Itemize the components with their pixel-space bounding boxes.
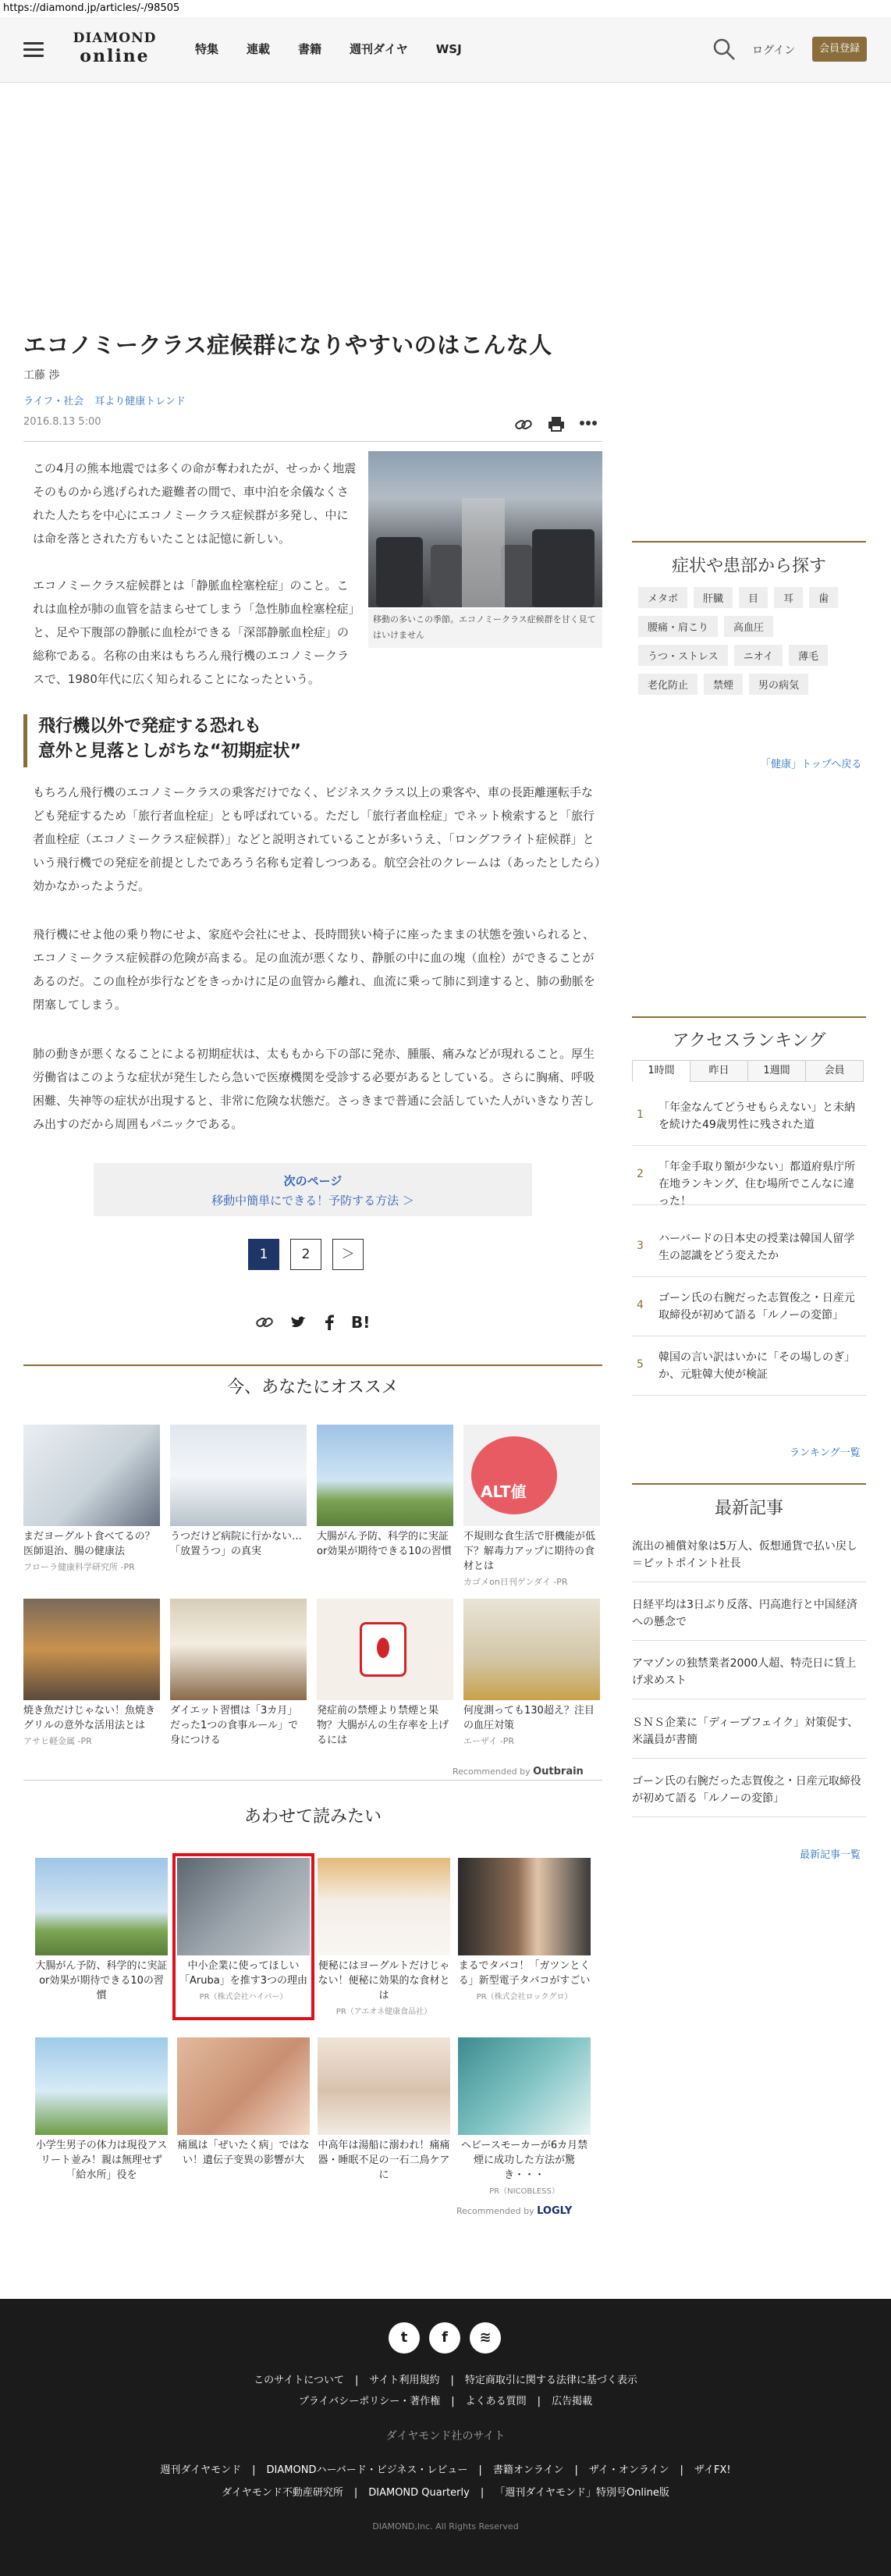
rank-text: 「年金手取り額が少ない」都道府県庁所在地ランキング、住む場所でこんなに違った！ <box>658 1161 855 1208</box>
facebook-icon[interactable] <box>325 1315 334 1330</box>
outbrain-credit[interactable] <box>453 1766 584 1777</box>
photo-caption: 移動の多いこの季節。エコノミークラス症候群を甘く見てはいけません <box>368 609 602 648</box>
footer-link[interactable]: ダイヤモンド不動産研究所 <box>222 2487 343 2499</box>
heading-line2: 意外と見落としがちな“初期症状” <box>38 742 301 761</box>
footer-links-1: このサイトについて | サイト利用規約 | 特定商取引に関する法律に基づく表示 <box>254 2375 637 2386</box>
recommend-image <box>170 1425 307 1526</box>
recommend-title: 今、あなたにオススメ <box>227 1378 399 1397</box>
recommend-image <box>170 1599 307 1700</box>
recommend-image <box>23 1599 160 1700</box>
related-image <box>458 2037 591 2135</box>
rss-icon[interactable]: ≋ <box>470 2322 501 2354</box>
logo-line1: DIAMOND <box>73 30 157 46</box>
recommend-card[interactable] <box>23 1599 160 1747</box>
ranking-item[interactable] <box>632 1344 866 1396</box>
category-link[interactable]: ライフ・社会 <box>23 396 84 407</box>
outbrain-logo: Outbrain <box>533 1766 584 1777</box>
rank-text: 「年金なんてどうせもらえない」と未納を続けた49歳男性に残された道 <box>658 1101 855 1131</box>
site-logo[interactable] <box>72 30 158 70</box>
nav-item[interactable]: 連載 <box>247 42 271 56</box>
nav-item[interactable]: 週刊ダイヤ <box>350 42 408 56</box>
recommend-card[interactable] <box>170 1425 307 1560</box>
related-image <box>177 2037 310 2135</box>
divider <box>23 1364 602 1366</box>
symptom-tag[interactable]: 薄毛 <box>789 645 828 666</box>
site-header <box>0 17 891 83</box>
related-image <box>318 2037 450 2135</box>
tab-member[interactable]: 会員 <box>805 1060 864 1082</box>
tab-1hour[interactable]: 1時間 <box>632 1060 690 1082</box>
footer-links-4: ダイヤモンド不動産研究所 | DIAMOND Quarterly | 「週刊ダイヤモンド」特別号Online版 <box>222 2487 669 2499</box>
recommend-text: うつだけど病院に行かない…「放置うつ」の真実 <box>170 1531 303 1557</box>
symptom-tag[interactable]: 高血圧 <box>724 616 773 637</box>
footer-link[interactable]: ザイ・オンライン <box>588 2464 669 2476</box>
symptom-tag[interactable]: 歯 <box>809 587 838 608</box>
recommend-text: 発症前の禁煙より禁煙と果物？大腸がんの生存率を上げるには <box>317 1705 449 1746</box>
recommend-source: カゴメon日刊ゲンダイ -PR <box>463 1577 568 1587</box>
related-source: PR（アエオネ健康食品社） <box>335 2008 432 2016</box>
news-item[interactable]: 流出の補償対象は5万人、仮想通貨で払い戻し＝ビットポイント社長 <box>632 1538 866 1582</box>
paragraph: 肺の動きが悪くなることによる初期症状は、太ももから下の部に発赤、腫脹、痛みなどが現れること。厚生労働省はこのような症状が発生したら急いで医療機関を受診する必要があるとしている。さらに胸痛、呼吸困難、失神等の症状が出現すると、非常に危険な状態だ。さっきまで普通に会話していた人がいきなり苦しみ出すのだから周囲もパニックである。 <box>33 1047 595 1131</box>
related-text: 小学生男子の体力は現役アスリート並み！親は無理せず「給水所」役を <box>35 2140 168 2181</box>
sidebar-divider <box>632 1483 866 1485</box>
symptom-tag[interactable]: うつ・ストレス <box>638 645 728 666</box>
recommend-text: 焼き魚だけじゃない！魚焼きグリルの意外な活用法とは <box>23 1705 156 1731</box>
article-photo <box>368 451 602 607</box>
footer-link[interactable]: よくある質問 <box>465 2396 527 2407</box>
page-next[interactable]: ＞ <box>332 1239 364 1270</box>
divider <box>23 441 602 442</box>
related-text: ヘビースモーカーが6カ月禁煙に成功した方法が驚き・・・ <box>460 2140 588 2181</box>
pagination <box>248 1239 375 1270</box>
paragraph: もちろん飛行機のエコノミークラスの乗客だけでなく、ビジネスクラス以上の乗客や、車の長距離運転手なども発症するため「旅行者血栓症」とも呼ばれている。ただし「旅行者血栓症」でネット検索すると「旅行者血栓症（エコノミークラス症候群）」などと説明されていることが多いうえ、「ロングフライト症候群」という飛行機での発症を前提としたであろう名称も定着しつつある。航空会社のクレームは（あったとしたら）効かなかったようだ。 <box>33 785 601 893</box>
symptom-tag[interactable]: 耳 <box>774 587 803 608</box>
highlight-box <box>172 1853 314 2020</box>
site-footer <box>0 2299 891 2576</box>
related-source: PR（株式会社ハイパー） <box>199 1993 288 2001</box>
symptom-tag[interactable]: 肝臓 <box>694 587 733 608</box>
section-heading <box>23 714 602 767</box>
recommend-card[interactable] <box>170 1599 307 1749</box>
recommend-card[interactable] <box>463 1425 600 1588</box>
article-title: エコノミークラス症候群になりやすいのはこんな人 <box>23 332 552 358</box>
next-page-box[interactable] <box>94 1163 532 1216</box>
rank-text: 韓国の言い訳はいかに「その場しのぎ」か、元駐韓大使が検証 <box>658 1351 855 1381</box>
rank-number: 2 <box>637 1168 644 1180</box>
related-text: 便秘にはヨーグルトだけじゃない！便秘に効果的な食材とは <box>318 1960 450 2001</box>
page-1[interactable]: 1 <box>248 1239 279 1270</box>
symptom-tag[interactable]: メタボ <box>638 587 687 608</box>
symptom-tag[interactable]: 腰痛・肩こり <box>638 616 718 637</box>
rank-number: 3 <box>637 1240 644 1252</box>
related-card[interactable] <box>35 2037 168 2184</box>
share-bar <box>256 1311 387 1335</box>
main-nav <box>195 41 490 57</box>
recommend-image <box>317 1599 453 1700</box>
ad-space <box>0 83 891 317</box>
related-source: PR（NICOBLESS） <box>489 2187 559 2196</box>
facebook-icon[interactable]: f <box>429 2322 460 2354</box>
recommend-text: 不規則な食生活で肝機能が低下？解毒力アップに期待の食材とは <box>463 1531 596 1572</box>
symptom-title: 症状や患部から探す <box>671 557 826 576</box>
recommend-source: フローラ健康科学研究所 -PR <box>23 1562 135 1572</box>
alt-badge: ALT値 <box>481 1482 527 1501</box>
author-name[interactable]: 工藤 渉 <box>23 369 60 382</box>
twitter-icon[interactable] <box>290 1315 307 1330</box>
footer-link[interactable]: DIAMOND Quarterly <box>368 2487 470 2499</box>
related-image <box>35 2037 168 2135</box>
footer-links-3: 週刊ダイヤモンド | DIAMONDハーバード・ビジネス・レビュー | 書籍オンライン | ザイ・オンライン | ザイFX! <box>160 2464 731 2476</box>
nav-item[interactable]: 書籍 <box>298 42 322 56</box>
footer-links-2: プライバシーポリシー・著作権 | よくある質問 | 広告掲載 <box>298 2396 593 2407</box>
logo-line2: online <box>80 46 150 66</box>
related-card[interactable] <box>177 2037 310 2169</box>
related-text: 大腸がん予防、科学的に実証or効果が期待できる10の習慣 <box>35 1960 168 2001</box>
related-title: あわせて読みたい <box>243 1807 382 1827</box>
recommended-by: Recommended by <box>456 2206 534 2216</box>
login-link[interactable]: ログイン <box>752 44 796 57</box>
nav-item[interactable]: WSJ <box>435 42 462 56</box>
copyright: DIAMOND,Inc. All Rights Reserved <box>372 2521 519 2532</box>
news-item[interactable]: ゴーン氏の右腕だった志賀俊之・日産元取締役が初めて語る「ルノーの変節」 <box>632 1773 866 1817</box>
recommend-text: 大腸がん予防、科学的に実証or効果が期待できる10の習慣 <box>317 1531 452 1557</box>
news-item[interactable]: アマゾンの独禁業者2000人超、特売日に賃上げ求めスト <box>632 1655 866 1699</box>
related-image <box>458 1858 591 1955</box>
category-link[interactable]: 耳より健康トレンド <box>94 396 186 407</box>
next-page-label: 次のページ <box>283 1174 343 1188</box>
recommend-image <box>463 1425 600 1526</box>
recommend-text: 何度測っても130超え？注目の血圧対策 <box>463 1705 595 1731</box>
footer-link[interactable]: 「週刊ダイヤモンド」特別号Online版 <box>495 2487 669 2499</box>
footer-link[interactable]: 週刊ダイヤモンド <box>160 2464 242 2476</box>
footer-link[interactable]: プライバシーポリシー・著作権 <box>298 2396 441 2407</box>
sidebar-divider <box>632 541 866 543</box>
rank-number: 4 <box>637 1299 644 1311</box>
sidebar-divider <box>632 1016 866 1018</box>
footer-link[interactable]: DIAMONDハーバード・ビジネス・レビュー <box>266 2464 468 2476</box>
footer-link[interactable]: 特定商取引に関する法律に基づく表示 <box>464 2375 637 2386</box>
symptom-tag[interactable]: ニオイ <box>734 645 783 666</box>
heading-line1: 飛行機以外で発症する恐れも <box>38 717 262 736</box>
symptom-tag[interactable]: 禁煙 <box>704 674 743 695</box>
related-text: まるでタバコ！「ガツンとくる」新型電子タバコがすごい <box>458 1960 591 1987</box>
more-icon[interactable] <box>579 420 598 426</box>
ranking-more-link[interactable]: ランキング一覧 <box>790 1447 861 1459</box>
menu-icon[interactable] <box>23 42 44 58</box>
symptom-tag[interactable]: 男の病気 <box>749 674 808 695</box>
search-icon[interactable] <box>712 37 736 61</box>
related-card[interactable] <box>318 2037 450 2184</box>
ranking-item[interactable] <box>632 1226 866 1277</box>
recommend-image <box>317 1425 453 1526</box>
recommend-card[interactable] <box>463 1599 600 1747</box>
related-image <box>35 1858 168 1955</box>
footer-link[interactable]: このサイトについて <box>254 2375 344 2386</box>
recommend-card[interactable] <box>317 1599 453 1749</box>
register-button[interactable]: 会員登録 <box>812 37 867 62</box>
divider <box>23 1780 602 1781</box>
page-2[interactable]: 2 <box>290 1239 321 1270</box>
related-card[interactable] <box>318 1858 450 2016</box>
related-source: PR（株式会社ロックグロ） <box>476 1993 573 2001</box>
next-page-title: 移動中簡単にできる！予防する方法 ＞ <box>211 1194 414 1208</box>
symptom-tag[interactable]: 目 <box>739 587 768 608</box>
ranking-item[interactable] <box>632 1094 866 1146</box>
news-title: 最新記事 <box>714 1499 783 1518</box>
link-icon[interactable] <box>515 417 532 432</box>
twitter-icon[interactable]: t <box>389 2322 420 2354</box>
url-bar: https://diamond.jp/articles/-/98505 <box>0 0 891 17</box>
nav-item[interactable]: 特集 <box>195 42 219 56</box>
symptom-tag[interactable]: 老化防止 <box>638 674 698 695</box>
rank-number: 1 <box>637 1108 644 1121</box>
recommend-source: アサヒ軽金属 -PR <box>23 1736 92 1746</box>
related-text: 痛風は「ぜいたく病」ではない！遺伝子变異の影響が大 <box>177 2140 310 2166</box>
rank-number: 5 <box>637 1358 644 1371</box>
health-top-link[interactable]: 「健康」トップへ戻る <box>761 759 862 770</box>
footer-link[interactable]: ザイFX! <box>694 2464 731 2476</box>
rank-text: ハーバードの日本史の授業は韓国人留学生の認識をどう変えたか <box>658 1233 855 1262</box>
ranking-tabs <box>632 1060 866 1082</box>
related-image <box>318 1858 450 1955</box>
paragraph: この4月の熊本地震では多くの命が奪われたが、せっかく地震そのものから逃げられた避難者の間で、車中泊を余儀なくされた人たちを中心にエコノミークラス症候群が多発し、中には命を落とされた方もいたことは記憶に新しい。 <box>33 461 357 546</box>
paragraph: 飛行機にせよ他の乗り物にせよ、家庭や会社にせよ、長時間狭い椅子に座ったままの状態を強いられると、エコノミークラス症候群の危険が高まる。足の血流が悪くなり、静脈の中に血の塊（血栓）ができることがあるのだ。この血栓が歩行などをきっかけに足の血管から離れ、血流に乗って肺に到達すると、肺の動脈を閉塞してしまう。 <box>33 927 595 1012</box>
recommend-image <box>23 1425 160 1526</box>
footer-link[interactable]: 書籍オンライン <box>492 2464 564 2476</box>
recommend-image <box>463 1599 600 1700</box>
footer-link[interactable]: 広告掲載 <box>552 2396 593 2407</box>
link-icon[interactable] <box>256 1315 273 1330</box>
recommended-by: Recommended by <box>453 1767 531 1777</box>
footer-link[interactable]: サイト利用規約 <box>369 2375 440 2386</box>
related-card[interactable] <box>458 2037 591 2196</box>
news-more-link[interactable]: 最新記事一覧 <box>800 1849 861 1861</box>
ranking-item[interactable] <box>632 1154 866 1208</box>
category-links <box>23 393 197 407</box>
related-text: 中高年は湯船に溺われ！痛痛器・睡眠不足の一石二鳥ケアに <box>318 2140 450 2181</box>
recommend-source: エーザイ -PR <box>463 1736 514 1746</box>
recommend-card[interactable] <box>317 1425 453 1560</box>
news-item[interactable]: 日経平均は3日ぶり反落、円高進行と中国経済への懸念で <box>632 1596 866 1641</box>
ranking-title: アクセスランキング <box>672 1031 826 1051</box>
logly-logo: LOGLY <box>537 2205 573 2217</box>
related-card[interactable] <box>458 1858 591 2001</box>
paragraph: エコノミークラス症候群とは「静脈血栓塞栓症」のこと。これは血栓が肺の血管を詰まらせてしまう「急性肺血栓塞栓症」と、足や下腹部の静脈に血栓ができる「深部静脈血栓症」の総称である。名称の由来はもちろん飛行機のエコノミークラスで、1980年代に広く知られることになったという。 <box>33 578 355 686</box>
article-tools <box>515 414 601 436</box>
ranking-item[interactable] <box>632 1285 866 1336</box>
recommend-text: まだヨーグルト食べてるの？医師退治、腸の健康法 <box>23 1531 155 1557</box>
tab-yesterday[interactable]: 昨日 <box>690 1060 748 1082</box>
related-text: 中小企業に使ってほしい「Aruba」を推す3つの理由 <box>179 1960 307 1987</box>
print-icon[interactable] <box>548 415 565 432</box>
recommend-card[interactable] <box>23 1425 160 1573</box>
symptom-tags <box>638 587 872 703</box>
tab-week[interactable]: 1週間 <box>747 1060 806 1082</box>
recommend-text: ダイエット習慣は「3カ月」だった1つの食事ルール」で身につける <box>170 1705 299 1746</box>
group-sites-title: ダイヤモンド社のサイト <box>385 2430 506 2443</box>
logly-credit[interactable] <box>456 2205 572 2217</box>
news-item[interactable]: ＳＮＳ企業に「ディープフェイク」対策促す、米議員が書簡 <box>632 1714 866 1759</box>
hatena-icon[interactable]: B! <box>351 1312 371 1332</box>
rank-text: ゴーン氏の右腕だった志賀俊之・日産元取締役が初めて語る「ルノーの変節」 <box>658 1292 855 1322</box>
publish-date: 2016.8.13 5:00 <box>23 416 101 428</box>
related-card[interactable] <box>35 1858 168 2005</box>
